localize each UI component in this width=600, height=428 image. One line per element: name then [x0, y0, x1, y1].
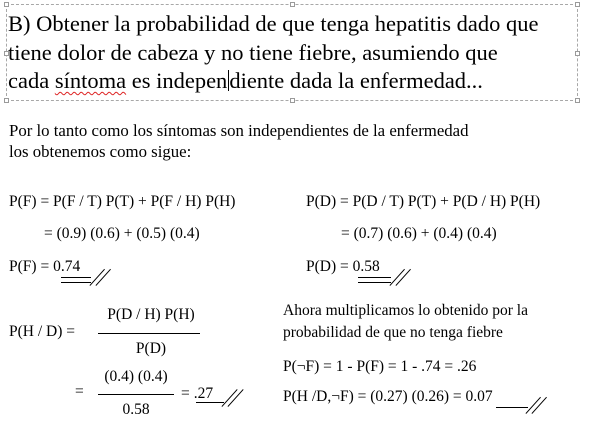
bayes-label: P(H / D) = — [9, 323, 76, 340]
fever-note-line-1: Ahora multiplicamos lo obtenido por la — [283, 302, 528, 319]
pd-result: P(D) = 0.58 — [306, 258, 380, 275]
bayes-result-underline — [196, 402, 224, 403]
resize-handle-top-right[interactable] — [575, 2, 580, 7]
pd-formula: P(D) = P(D / T) P(T) + P(D / H) P(H) — [306, 193, 541, 210]
not-fever-formula: P(¬F) = 1 - P(F) = 1 - .74 = .26 — [283, 358, 477, 375]
resize-handle-right[interactable] — [575, 51, 580, 56]
resize-handle-bottom-right[interactable] — [575, 98, 580, 103]
final-result: P(H /D,¬F) = (0.27) (0.26) = 0.07 — [283, 388, 493, 405]
bayes-denominator: P(D) — [135, 340, 167, 357]
pf-formula: P(F) = P(F / T) P(T) + P(F / H) P(H) — [9, 193, 236, 210]
pf-result: P(F) = 0.74 — [9, 258, 81, 275]
final-result-value: 0.07 — [465, 388, 493, 405]
fever-note — [283, 300, 528, 344]
pd-result-underline — [358, 277, 391, 278]
bayes-result-value: .27 — [193, 385, 214, 402]
title-text[interactable] — [8, 10, 574, 96]
pd-result-underline — [358, 282, 391, 283]
resize-handle-top-left[interactable] — [4, 2, 9, 7]
bayes-denominator-values: 0.58 — [122, 401, 150, 418]
bayes-numerator: P(D / H) P(H) — [107, 306, 195, 323]
intro-line-1: Por lo tanto como los síntomas son independientes de la enfermedad — [9, 121, 469, 140]
bayes-equals: = — [75, 383, 84, 400]
pd-substitution: = (0.7) (0.6) + (0.4) (0.4) — [341, 225, 497, 242]
final-result-underline — [496, 407, 528, 408]
pf-result-underline — [61, 282, 91, 283]
bayes-numerator-values: (0.4) (0.4) — [104, 368, 168, 385]
title-line-3: cada síntoma es independiente dada la enfermedad... — [8, 68, 483, 93]
intro-paragraph — [9, 120, 469, 162]
bayes-fraction-bar — [98, 333, 200, 334]
pf-substitution: = (0.9) (0.6) + (0.5) (0.4) — [44, 225, 200, 242]
spellcheck-flagged-word[interactable]: síntoma — [54, 68, 127, 93]
resize-handle-bottom[interactable] — [290, 98, 295, 103]
pf-result-value: 0.74 — [53, 258, 81, 275]
resize-handle-bottom-left[interactable] — [4, 98, 9, 103]
resize-handle-top[interactable] — [290, 2, 295, 7]
intro-line-2: los obtenemos como sigue: — [9, 142, 192, 161]
title-line-1: B) Obtener la probabilidad de que tenga hepatitis dado que — [8, 11, 539, 36]
bayes-values-fraction-bar — [98, 394, 174, 395]
fever-note-line-2: probabilidad de que no tenga fiebre — [283, 324, 503, 341]
pd-result-value: 0.58 — [352, 258, 380, 275]
pf-result-underline — [61, 277, 91, 278]
title-line-2: tiene dolor de cabeza y no tiene fiebre, asumiendo que — [8, 39, 498, 65]
bayes-result: = .27 — [181, 385, 214, 402]
